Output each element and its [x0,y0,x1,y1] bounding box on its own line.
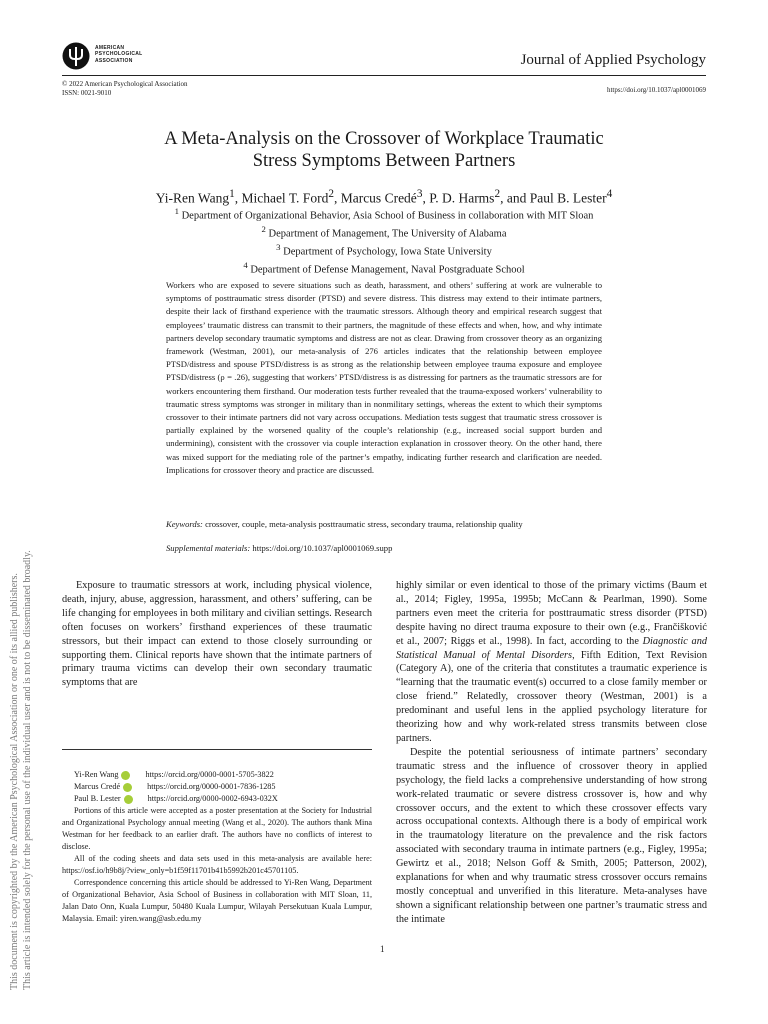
orcid-author: Paul B. Lester [74,794,121,803]
body-paragraph [396,579,707,746]
article-doi: https://doi.org/10.1037/apl0001069 [606,86,706,94]
affiliation-list [62,205,706,277]
body-left-column [62,579,372,690]
body-text: , Fifth Edition, Text Revision (Category A), one of the criteria that constitutes a traumatic experience is “learning that the traumatic event(s) occurred to a close family member or close friend.” Relatedly, crossover theory (Westman, 2001) is a predominant and useful lens in the applied psychology literature for theorizing how and why work-related stress transmits between close partners. [396,649,707,744]
copyright-block [62,80,187,97]
side-notice-line: This document is copyrighted by the American Psychological Association or one of its allied publishers. [9,573,20,990]
apa-psi-logo-icon [62,42,90,70]
orcid-link[interactable]: https://orcid.org/0000-0001-5705-3822 [145,770,274,779]
title-line: Stress Symptoms Between Partners [252,151,516,171]
affiliation [62,223,706,241]
side-notice-line: This article is intended solely for the personal use of the individual user and is not to be disseminated broadly. [22,550,33,990]
orcid-icon[interactable]: iD [123,783,132,792]
body-paragraph: Exposure to traumatic stressors at work, including physical violence, death, injury, abuse, aggression, harassment, and others’ suffering, can be life changing for employees in both military and civilian settings. Research often focuses on workers’ firsthand experiences of these traumatic stressors, but their impact can extend to those closely surrounding or supporting them. Clinical reports have shown that the intimate partners of primary trauma victims can develop their own secondary traumatic symptoms that are [62,580,372,689]
author-name: Paul B. Lester [529,190,607,206]
orcid-link[interactable]: https://orcid.org/0000-0001-7836-1285 [147,782,276,791]
affiliation [62,259,706,277]
issn-line: ISSN: 0021-9010 [62,88,112,97]
copyright-side-notice [8,290,44,990]
body-paragraph: Despite the potential seriousness of intimate partners’ secondary traumatic stress and the influence of crossover theory in applied psychology, the field lacks a comprehensive understanding of how strong work-related traumatic or severe distress crossover is, how and why crossover occurs, and the extent to which these crossover effects vary across occupational contexts. Although there is a body of empirical work in the traumatology literature on the prevalence and the risk factors associated with secondary trauma in intimate partners (e.g., Figley, 1995a; Gewirtz et al., 2018; Nelson Goff & Smith, 2005; Patterson, 2002), explanations for when and why traumatic stress crossover occurs remains mostly conceptual and unverified in this literature. Meta-analyses have shown a significant relationship between one partner’s traumatic stress and the intimate [396,746,707,925]
copyright-line: © 2022 American Psychological Association [62,80,188,88]
footnote: All of the coding sheets and data sets used in this meta-analysis are available here: https://osf.io/h9b8j/?view_only=b1f59f11701b41b5992b201c45701105. [62,854,372,875]
affiliation-sup: 2 [261,224,266,234]
affiliation-text: Department of Psychology, Iowa State University [283,246,492,258]
affiliation-sup: 1 [174,206,179,216]
publisher-line: ASSOCIATION [95,57,133,64]
journal-name: Journal of Applied Psychology [520,52,706,68]
dsm-title: Diagnostic and Statistical Manual of Mental Disorders [396,635,707,661]
publisher-name [95,45,143,64]
author-sep: , [422,190,430,206]
footnote: Correspondence concerning this article should be addressed to Yi-Ren Wang, Department of Organizational Behavior, Asia School of Business in collaboration with MIT Sloan, 11, Jalan Dato Onn, Kuala Lumpur, 50480 Kuala Lumpur, Wilayah Persekutuan Kuala Lumpur, Malaysia. Email: yiren.wang@asb.edu.my [62,878,372,923]
orcid-link[interactable]: https://orcid.org/0000-0002-6943-032X [147,794,278,803]
footnote: Portions of this article were accepted as a poster presentation at the Society for Industrial and Organizational Psychology annual meeting (Wang et al., 2020). The authors thank Mina Westman for her feedback to an earlier draft. The authors have no conflicts of interest to disclose. [62,806,372,851]
supplemental-materials [166,542,602,555]
orcid-icon[interactable]: iD [121,771,130,780]
orcid-author: Marcus Credé [74,782,121,791]
affiliation-text: Department of Management, The University of Alabama [268,228,507,240]
affiliation [62,241,706,259]
header-rule [62,75,706,76]
publisher-line: AMERICAN [95,45,125,51]
affiliation-text: Department of Organizational Behavior, Asia School of Business in collaboration with MIT Sloan [181,210,594,222]
author-name: Yi-Ren Wang [155,190,230,206]
orcid-line [62,769,372,781]
author-sep: , [234,190,242,206]
footnotes [62,769,372,925]
keywords-label: Keywords: [166,519,203,529]
keywords [166,518,602,531]
affiliation [62,205,706,223]
title-line: A Meta-Analysis on the Crossover of Workplace Traumatic [164,129,604,149]
keywords-text: crossover, couple, meta-analysis posttraumatic stress, secondary trauma, relationship quality [205,519,523,529]
author-sup: 2 [494,188,501,200]
body-text: highly similar or even identical to those of the primary victims (Baum et al., 2014; Figley, 1995a, 1995b; McCann & Pearlman, 1990). Some partners even meet the criteria for posttraumatic stress disorder (PTSD) despite having no direct trauma exposure to their own (e.g., Frančišković et al., 2007; Riggs et al., 1998). In fact, according to the [396,580,707,647]
author-sup: 1 [229,188,235,200]
author-sep: , and [500,190,530,206]
footnote-rule [62,749,372,750]
side-notice-text [8,290,34,990]
body-right-column [396,579,707,927]
orcid-icon[interactable]: iD [124,795,133,804]
author-name: Michael T. Ford [241,190,329,206]
author-sup: 4 [606,188,613,200]
abstract: Workers who are exposed to severe situations such as death, harassment, and others’ suffering at work are vulnerable to symptoms of posttraumatic stress disorder (PTSD) and severe distress. This distress may extend to their intimate partners, despite their lack of firsthand experience with the traumatic stressors. Although theory and empirical research suggest that employees’ traumatic distress can transmit to their partners, the magnitude of these effects and when, how, and why intimate partners develop secondary traumatic symptoms and distress are not as clear. Drawing from crossover theory as an organizing framework (Westman, 2001), our meta-analysis of 276 articles indicates that the relationship between employee PTSD/distress and spouse PTSD/distress is as strong as the relationship between employee trauma exposure and employee PTSD/distress (ρ = .26), suggesting that workers’ PTSD/distress is as distressing for partners as the traumatic stressors are for workers encountering them firsthand. Our moderation tests further revealed that the trauma-exposed workers’ vulnerability to traumatic stress symptoms was stronger in military than in nonmilitary settings, whereas the extent to which their symptoms crossover to their intimate partners did not vary across occupations. Mediation tests suggest that traumatic stress crossover is partially explained by the worsened quality of the couple’s relationship (e.g., increased social support burden and undermining), consistent with the crossover via couple interaction explanation in crossover theory. On the other hand, there was mixed support for the mediating role of the partner’s empathy, indicating further research and clarification are needed. Implications for crossover theory and practice are discussed. [166,280,602,475]
apa-logo [62,42,202,70]
author-list [62,186,706,207]
supplemental-label: Supplemental materials: [166,543,251,553]
article-title [62,128,706,172]
author-sep: , [333,190,341,206]
affiliation-sup: 4 [243,260,248,270]
author-name: P. D. Harms [429,190,495,206]
orcid-line [62,793,372,805]
supplemental-link[interactable]: https://doi.org/10.1037/apl0001069.supp [252,543,393,553]
publisher-line: PSYCHOLOGICAL [95,51,143,58]
orcid-author: Yi-Ren Wang [74,770,119,779]
affiliation-text: Department of Defense Management, Naval Postgraduate School [250,264,525,276]
author-sup: 3 [416,188,423,200]
author-name: Marcus Credé [340,190,417,206]
author-sup: 2 [328,188,334,200]
page-number: 1 [380,944,385,954]
affiliation-sup: 3 [276,242,281,252]
orcid-line [62,781,372,793]
